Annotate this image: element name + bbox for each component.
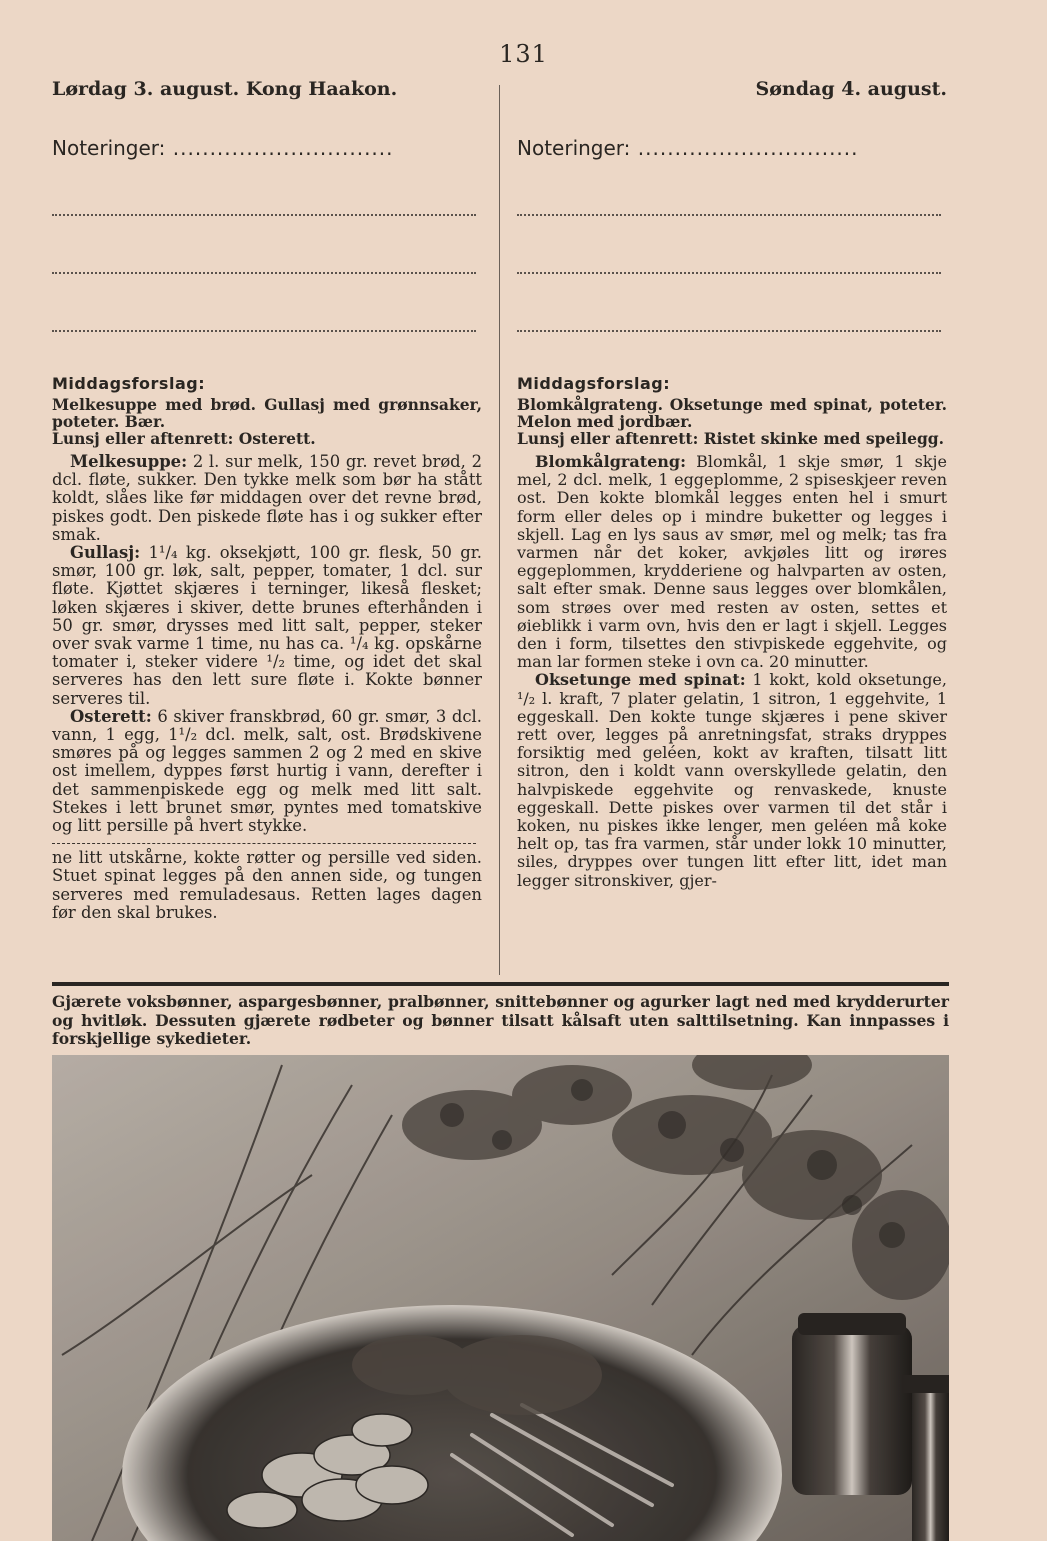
left-note-line-1 bbox=[52, 214, 476, 218]
right-notes: Noteringer: .............................. bbox=[517, 136, 859, 160]
right-note-line-1 bbox=[517, 214, 941, 218]
recipe-name: Oksetunge med spinat: bbox=[535, 670, 746, 690]
right-recipe-blomkalgrateng bbox=[517, 453, 947, 671]
left-suggestion-lunch: Lunsj eller aftenrett: Osterett. bbox=[52, 429, 316, 448]
left-date-heading: Lørdag 3. august. Kong Haakon. bbox=[52, 78, 398, 100]
left-continuation-text: ne litt utskårne, kokte røtter og persille ved siden. Stuet spinat legges på den annen side, og tungen serveres med remuladesaus. Retten lages dagen før den skal brukes. bbox=[52, 848, 482, 922]
photo-illustration bbox=[52, 1055, 949, 1541]
continuation-rule bbox=[52, 843, 476, 845]
left-recipe-gullasj bbox=[52, 544, 482, 708]
recipe-name: Melkesuppe: bbox=[70, 452, 188, 471]
recipe-text: 1 kokt, kold oksetunge, ¹/₂ l. kraft, 7 plater gelatin, 1 sitron, 1 eggehvite, 1 eggeskall. Den kokte tunge skjæres i pene skiver rett over, legges på anretningsfat, straks dryppes forsiktig med geléen, kokt av kraften, tilsatt litt sitron, den i koldt vann overskyllede gelatin, den halvpiskede eggehvite og renvaskede, knuste eggeskall. Dette piskes over varmen til det står i koken, nu piskes ikke lenger, men geléen må koke helt op, tas fra varmen, står under lokk 10 minutter, siles, dryppes over tungen litt efter litt, idet man legger sitronskiver, gjer- bbox=[517, 670, 947, 890]
left-column bbox=[52, 78, 482, 922]
banner-rule bbox=[52, 982, 949, 986]
recipe-name: Gullasj: bbox=[70, 543, 141, 563]
recipe-name: Osterett: bbox=[70, 706, 152, 726]
right-date-heading: Søndag 4. august. bbox=[755, 78, 947, 100]
right-column bbox=[517, 78, 947, 890]
right-suggestion-lunch: Lunsj eller aftenrett: Ristet skinke med speilegg. bbox=[517, 429, 945, 448]
left-note-line-3 bbox=[52, 330, 476, 334]
photo-caption: Gjærete voksbønner, aspargesbønner, pralbønner, snittebønner og agurker lagt ned med krydderurter og hvitløk. Dessuten gjærete rødbeter og bønner tilsatt kålsaft uten salttilsetning. Kan innpasses i forskjellige sykedieter. bbox=[52, 992, 949, 1048]
left-suggestion-main: Melkesuppe med brød. Gullasj med grønnsaker, poteter. Bær. bbox=[52, 395, 482, 431]
recipe-text: 1¹/₄ kg. oksekjøtt, 100 gr. flesk, 50 gr. smør, 100 gr. løk, salt, pepper, tomater, 1 dcl. sur fløte. Kjøttet skjæres i terninger, likeså flesket; løken skjæres i skiver, dette brunes efterhånden i 50 gr. smør, drysses med litt salt, pepper, steker over svak varme 1 time, nu has ca. ¹/₄ kg. opskårne tomater i, steker videre ¹/₂ time, og idet det skal serveres has den lett sure fløte i. Kokte bønner serveres til. bbox=[52, 543, 482, 708]
left-notes-label: Noteringer: bbox=[52, 136, 166, 160]
left-notes: Noteringer: .............................. bbox=[52, 136, 394, 160]
right-notes-label: Noteringer: bbox=[517, 136, 631, 160]
page-number: 131 bbox=[499, 40, 548, 68]
left-section-heading: Middagsforslag: bbox=[52, 374, 206, 393]
right-section-heading: Middagsforslag: bbox=[517, 374, 671, 393]
left-recipe-osterett bbox=[52, 708, 482, 835]
left-recipe-melkesuppe bbox=[52, 453, 482, 544]
right-suggestion-main: Blomkålgrateng. Oksetunge med spinat, poteter. Melon med jordbær. bbox=[517, 395, 947, 431]
right-note-line-3 bbox=[517, 330, 941, 334]
right-recipe-oksetunge bbox=[517, 671, 947, 889]
recipe-name: Blomkålgrateng: bbox=[535, 452, 687, 471]
column-divider bbox=[499, 85, 500, 975]
recipe-text: Blomkål, 1 skje smør, 1 skje mel, 2 dcl. melk, 1 eggeplomme, 2 spiseskjeer reven ost. Den kokte blomkål legges enten hel i smurt form eller deles op i mindre buketter og legges i skjell. Lag en lys saus av smør, mel og melk; tas fra varmen når det koker, avkjøles litt og irøres eggeplommen, krydderiene og halvparten av osten, salt efter smak. Denne saus legges over blomkålen, som strøes over med resten av osten, settes et øieblikk i varm ovn, hvis den er lagt i skjell. Legges den i form, tilsettes den stivpiskede eggehvite, og man lar formen steke i ovn ca. 20 minutter. bbox=[517, 452, 947, 672]
recipe-text: 2 l. sur melk, 150 gr. revet brød, 2 dcl. fløte, sukker. Den tykke melk som bør ha stått koldt, slåes like før middagen over det revne brød, piskes godt. Den piskede fløte has i og sukker efter smak. bbox=[52, 452, 482, 544]
right-note-line-2 bbox=[517, 272, 941, 276]
left-note-line-2 bbox=[52, 272, 476, 276]
recipe-text: 6 skiver franskbrød, 60 gr. smør, 3 dcl. vann, 1 egg, 1¹/₂ dcl. melk, salt, ost. Brødskivene smøres på og legges sammen 2 og 2 med en skive ost imellem, dyppes først hurtig i vann, derefter i det sammenpiskede egg og melk med litt salt. Stekes i lett brunet smør, pyntes med tomatskive og litt persille på hvert stykke. bbox=[52, 706, 482, 836]
photo-preserved-vegetables bbox=[52, 1055, 949, 1541]
